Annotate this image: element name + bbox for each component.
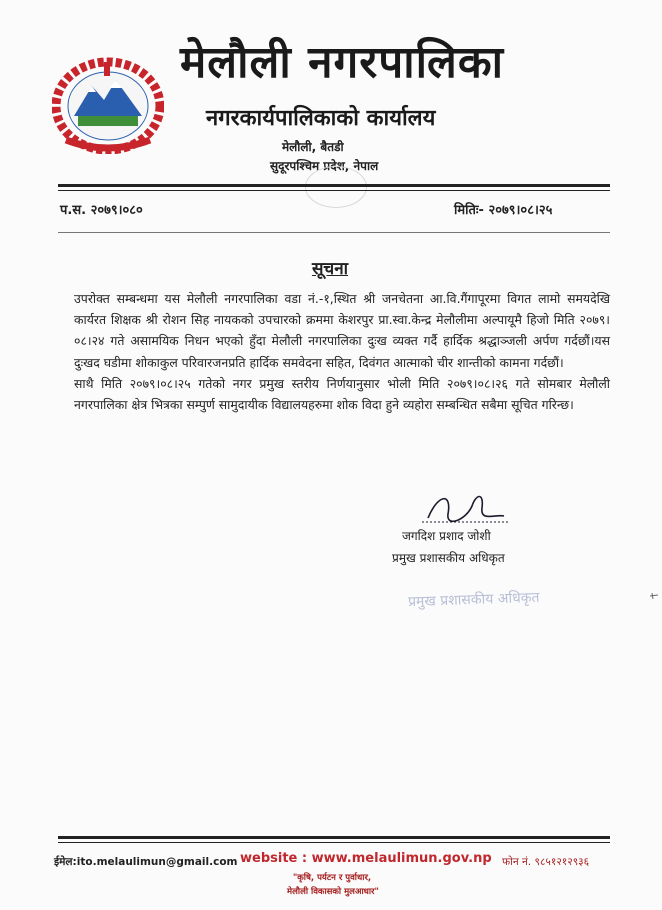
- office-name: नगरकार्यपालिकाको कार्यालय: [206, 106, 436, 131]
- issue-date: मितिः- २०७९।०८।२५: [454, 203, 553, 218]
- reference-number: प.स. २०७९।०८०: [60, 203, 143, 218]
- footer-website: website : www.melaulimun.gov.np: [240, 851, 492, 866]
- signer-title: प्रमुख प्रशासकीय अधिकृत: [392, 551, 505, 565]
- footer-phone: फोन नं. ९८५१२१२९३६: [502, 856, 590, 868]
- nepal-government-emblem-icon: [52, 56, 164, 154]
- municipality-name: मेलौली नगरपालिका: [180, 37, 505, 88]
- notice-subject: सूचना: [311, 259, 349, 279]
- footer-email: ईमेल:ito.melaulimun@gmail.com: [54, 856, 238, 868]
- footer-divider-thin: [58, 842, 610, 843]
- signer-name: जगदिश प्रशाद जोशी: [402, 529, 491, 543]
- faint-office-stamp: [305, 166, 367, 208]
- notice-paragraph-2: साथै मिति २०७९।०८।२५ गतेको नगर प्रमुख स्तरीय निर्णयानुसार भोली मिति २०७९।०८।२६ गते सोमबार मेलौली नगरपालिका क्षेत्र भित्रका सम्पुर्ण सामुदायीक विद्यालयहरुमा शोक विदा हुने व्यहोरा सम्बन्धित सबैमा सूचित गरिन्छ।: [74, 375, 610, 413]
- location-province: सुदूरपश्चिम प्रदेश, नेपाल: [270, 159, 379, 173]
- footer-slogan-line2: मेलौली विकासको मुलआधार": [287, 887, 379, 897]
- notice-paragraph-1: उपरोक्त सम्बन्धमा यस मेलौली नगरपालिका वडा नं.-१,स्थित श्री जनचेतना आ.वि.गैंगापूरमा विगत लामो समयदेखि कार्यरत शिक्षक श्री रोशन सिह नायकको उपचारको क्रममा केशरपुर प्रा.स्वा.केन्द्र मेलौलीमा अल्पायूमै हिजो मिति २०७९।०८।२४ गते असामयिक निधन भएको हुँदा मेलौली नगरपालिका दुःख व्यक्त गर्दै हार्दिक श्रद्धाञ्जली अर्पण गर्दछौं।यस दुःखद घडीमा शोकाकुल परिवारजनप्रति हार्दिक समवेदना सहित, दिवंगत आत्माको चीर शान्तीको कामना गर्दछौं।: [74, 291, 610, 370]
- location-district: मेलौली, बैतडी: [282, 140, 344, 154]
- footer-divider-thick: [58, 836, 610, 839]
- header-divider-thick: [58, 184, 610, 187]
- margin-mark: [650, 584, 658, 590]
- notice-body: [74, 288, 610, 415]
- header-divider-thin: [58, 190, 610, 191]
- footer-slogan-line1: "कृषि, पर्यटन र पुर्वाधार,: [292, 873, 372, 883]
- meta-divider: [58, 232, 610, 233]
- designation-stamp: प्रमुख प्रशासकीय अधिकृत: [407, 589, 540, 611]
